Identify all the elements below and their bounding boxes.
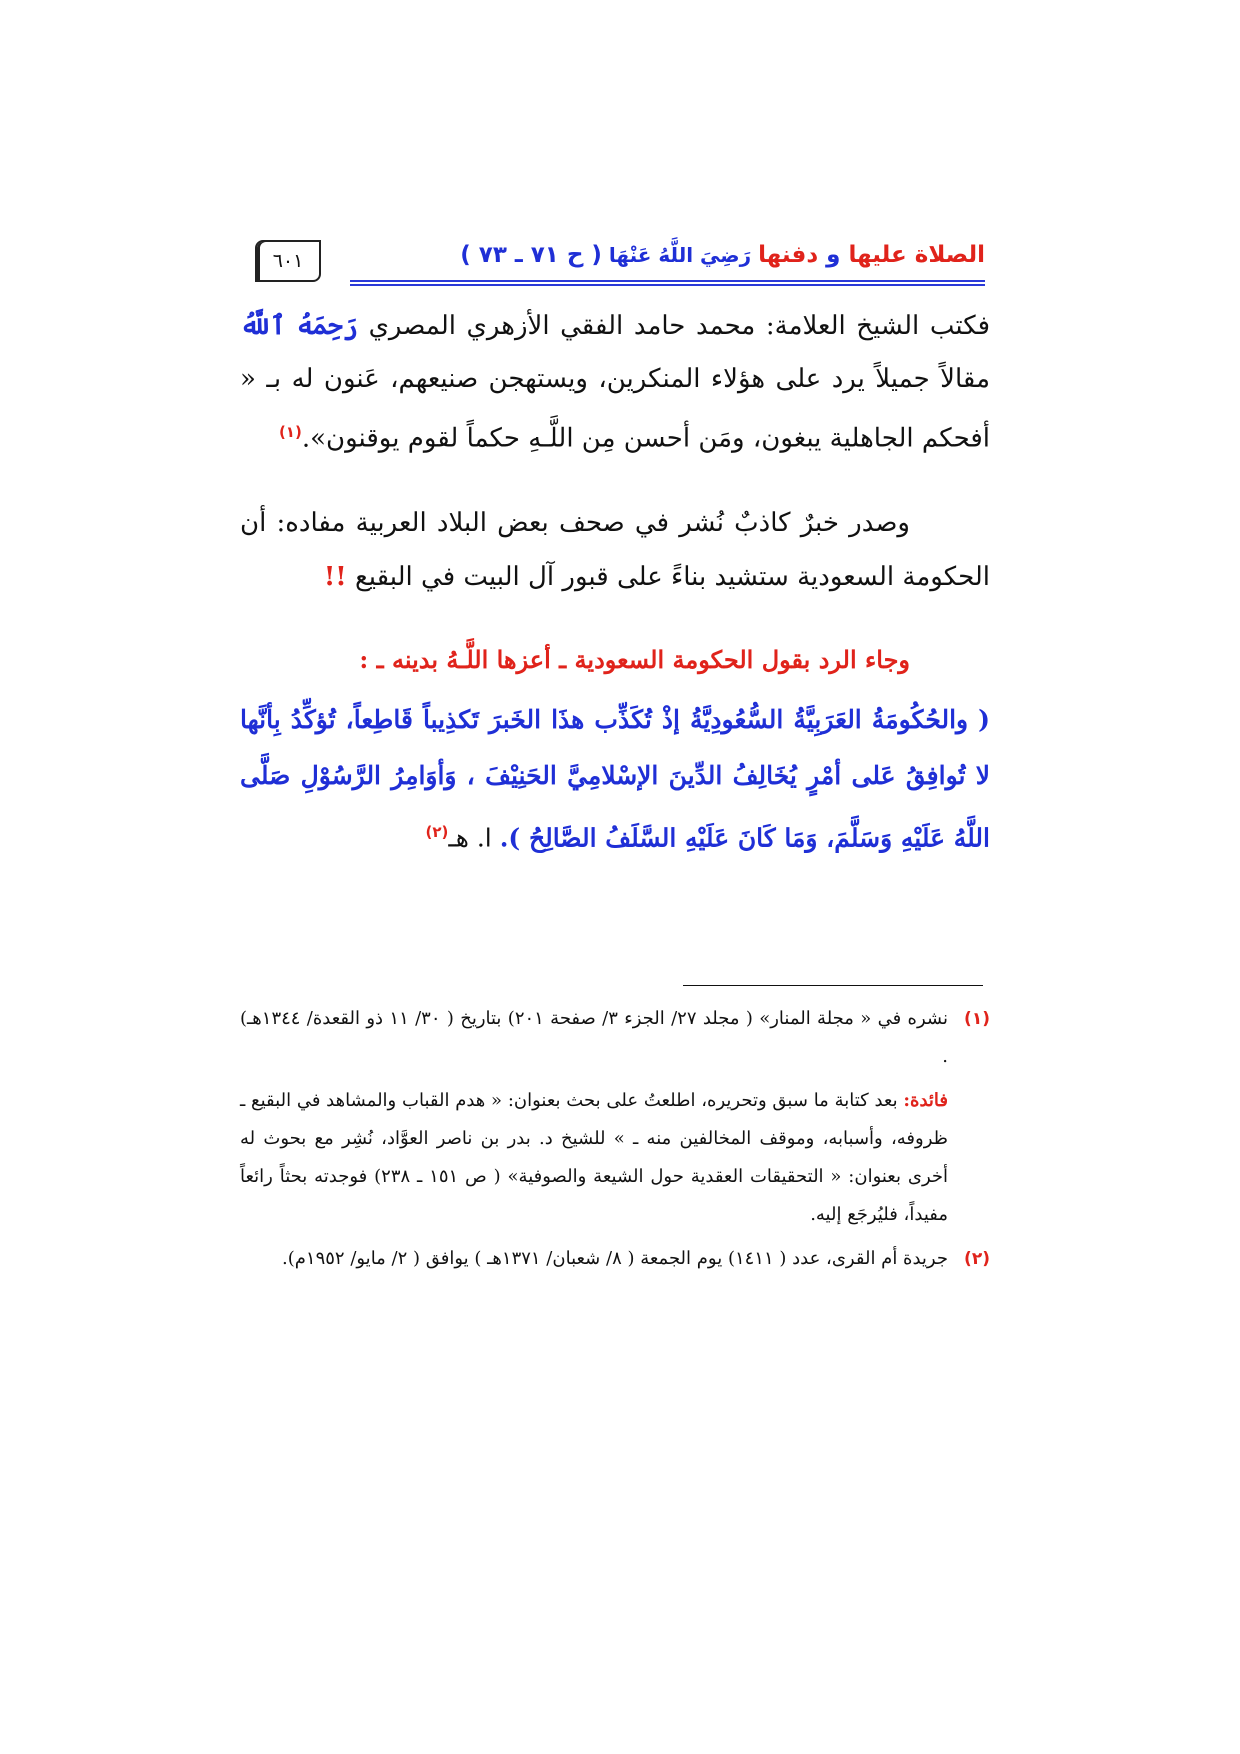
- title-part-prayer: الصلاة عليها: [848, 242, 985, 268]
- footnote-ref-2[interactable]: (٢): [425, 822, 449, 841]
- rahimahullah-phrase: رَحِمَهُ ٱللَّهُ: [240, 311, 358, 341]
- header-rule: [350, 280, 985, 286]
- page-header: [255, 240, 985, 280]
- footnotes: [240, 1000, 990, 1278]
- main-text: [240, 300, 990, 866]
- footnote-ref-1[interactable]: (١): [278, 423, 302, 441]
- hadith-reference: ( ح ٧١ ـ ٧٣ ): [460, 242, 602, 268]
- page-number: ٦٠١: [255, 240, 321, 282]
- benefit-text: بعد كتابة ما سبق وتحريره، اطلعتُ على بحث بعنوان: « هدم القباب والمشاهد في البقيع ـ ظروفه، وأسبابه، وموقف المخالفين منه ـ » للشيخ د. بدر بن ناصر العوَّاد، نُشِر مع بحوث له أخرى بعنوان: « التحقيقات العقدية حول الشيعة والصوفية» ( ص ١٥١ ـ ٢٣٨) فوجدته بحثاً رائعاً مفيداً، فليُرجَع إليه.: [240, 1090, 949, 1225]
- footnote-2-number: (٢): [964, 1249, 990, 1269]
- government-statement-quote: [240, 692, 990, 866]
- benefit-label: فائدة:: [903, 1090, 948, 1111]
- footnote-1-number: (١): [964, 1009, 990, 1029]
- paragraph-1: [240, 300, 990, 466]
- footnote-1-text: نشره في « مجلة المنار» ( مجلد ٢٧/ الجزء ٣/ صفحة ٢٠١) بتاريخ ( ٣٠/ ١١ ذو القعدة/ ١٣٤٤هـ) .: [240, 1008, 948, 1067]
- p1-text-a: فكتب الشيخ العلامة: محمد حامد الفقي الأزهري المصري: [358, 311, 990, 341]
- exclamation-marks: !!: [323, 561, 347, 592]
- quote-end-marker: ا. هـ: [448, 822, 500, 852]
- title-honorific: رَضِيَ اللَّهُ عَنْهَا: [601, 243, 759, 267]
- title-part-and: و: [818, 242, 849, 268]
- footnote-2-text: جريدة أم القرى، عدد ( ١٤١١) يوم الجمعة ( ٨/ شعبان/ ١٣٧١هـ ) يوافق ( ٢/ مايو/ ١٩٥٢م).: [282, 1248, 948, 1269]
- footnote-benefit-note: [240, 1082, 990, 1234]
- footnote-1: [240, 1000, 990, 1076]
- paragraph-2: [240, 496, 990, 604]
- footnote-separator: [683, 985, 983, 986]
- running-title: [460, 242, 985, 268]
- footnote-2: [240, 1240, 990, 1278]
- p2-text: وصدر خبرٌ كاذبٌ نُشر في صحف بعض البلاد العربية مفاده: أن الحكومة السعودية ستشيد بناءً على قبور آل البيت في البقيع: [240, 507, 990, 592]
- response-heading: وجاء الرد بقول الحكومة السعودية ـ أعزها اللَّـهُ بدينه ـ :: [359, 644, 910, 674]
- title-part-burial: دفنها: [758, 242, 819, 268]
- quote-text: ( والحُكُومَةُ العَرَبِيَّةُ السُّعُودِيَّةُ إذْ تُكَذِّب هذَا الخَبرَ تَكذِيباً قَاطِعاً، تُؤكِّدُ بِأنَّها لا تُوافِقُ عَلى أمْرٍ يُخَالِفُ الدِّينَ الإسْلامِيَّ الحَنِيْفَ ، وَأوَامِرُ الرَّسُوْلِ صَلَّى اللَّهُ عَلَيْهِ وَسَلَّمَ، وَمَا كَانَ عَلَيْهِ السَّلَفُ الصَّالِحُ ).: [240, 704, 990, 852]
- p1-text-b: مقالاً جميلاً يرد على هؤلاء المنكرين، ويستهجن صنيعهم، عَنون له بـ « أفحكم الجاهلية يبغون، ومَن أحسن مِن اللَّـهِ حكماً لقوم يوقنون».: [240, 364, 990, 454]
